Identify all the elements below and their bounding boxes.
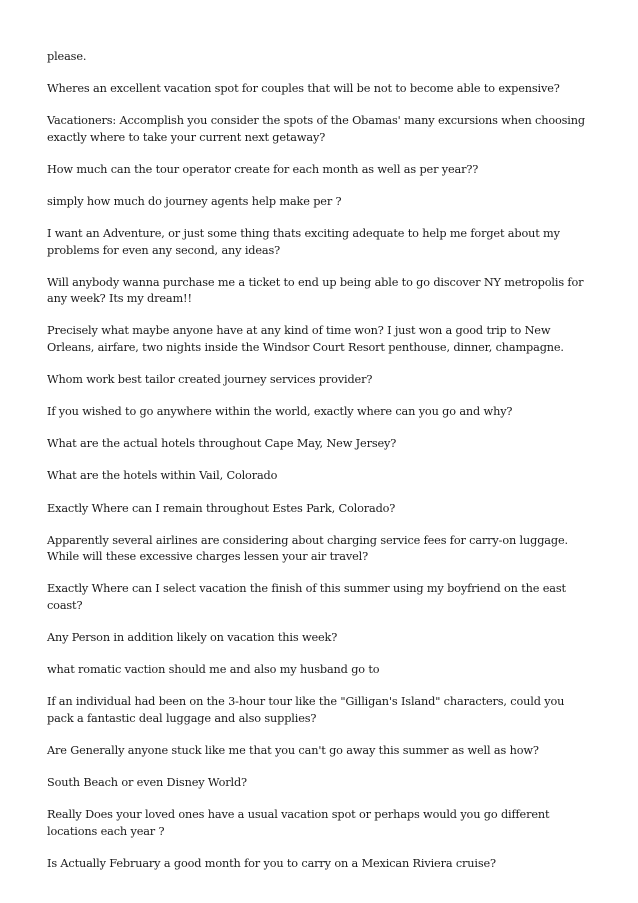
paragraph-15: Exactly Where can I select vacation the finish of this summer using my boyfriend on the east coast? <box>47 582 566 612</box>
paragraph-12: What are the hotels within Vail, Colorado <box>47 469 278 483</box>
paragraph-13: Exactly Where can I remain throughout Estes Park, Colorado? <box>47 501 396 515</box>
paragraph-5: simply how much do journey agents help make per ? <box>47 194 342 208</box>
paragraph-4: How much can the tour operator create for each month as well as per year?? <box>47 162 479 176</box>
paragraph-21: Really Does your loved ones have a usual vacation spot or perhaps would you go different locations each year ? <box>47 808 550 838</box>
paragraph-10: If you wished to go anywhere within the world, exactly where can you go and why? <box>47 405 513 419</box>
paragraph-14: Apparently several airlines are considering about charging service fees for carry-on luggage. While will these excessive charges lessen your air travel? <box>47 533 568 564</box>
paragraph-7: Will anybody wanna purchase me a ticket to end up being able to go discover NY metropolis for any week? Its my dream!! <box>47 275 584 306</box>
paragraph-19: Are Generally anyone stuck like me that you can't go away this summer as well as how? <box>47 743 539 757</box>
paragraph-11: What are the actual hotels throughout Cape May, New Jersey? <box>47 437 397 451</box>
paragraph-2: Wheres an excellent vacation spot for couples that will be not to become able to expensive? <box>47 82 560 96</box>
paragraph-1: please. <box>47 50 87 63</box>
paragraph-6: I want an Adventure, or just some thing thats exciting adequate to help me forget about my problems for even any second, any ideas? <box>47 227 560 257</box>
paragraph-3: Vacationers: Accomplish you consider the spots of the Obamas' many excursions when choosing exactly where to take your current next getaway? <box>47 114 585 144</box>
paragraph-18: If an individual had been on the 3-hour tour like the "Gilligan's Island" characters, could you pack a fantastic deal luggage and also supplies? <box>47 695 565 725</box>
paragraph-16: Any Person in addition likely on vacation this week? <box>47 630 338 644</box>
paragraph-20: South Beach or even Disney World? <box>47 775 247 789</box>
paragraph-9: Whom work best tailor created journey services provider? <box>47 373 373 387</box>
paragraph-17: what romatic vaction should me and also my husband go to <box>47 663 380 677</box>
paragraph-22: Is Actually February a good month for you to carry on a Mexican Riviera cruise? <box>47 856 496 870</box>
paragraph-8: Precisely what maybe anyone have at any kind of time won? I just won a good trip to New Orleans, airfare, two nights inside the Windsor Court Resort penthouse, dinner, champagne. <box>47 324 564 355</box>
document-body <box>47 49 593 888</box>
